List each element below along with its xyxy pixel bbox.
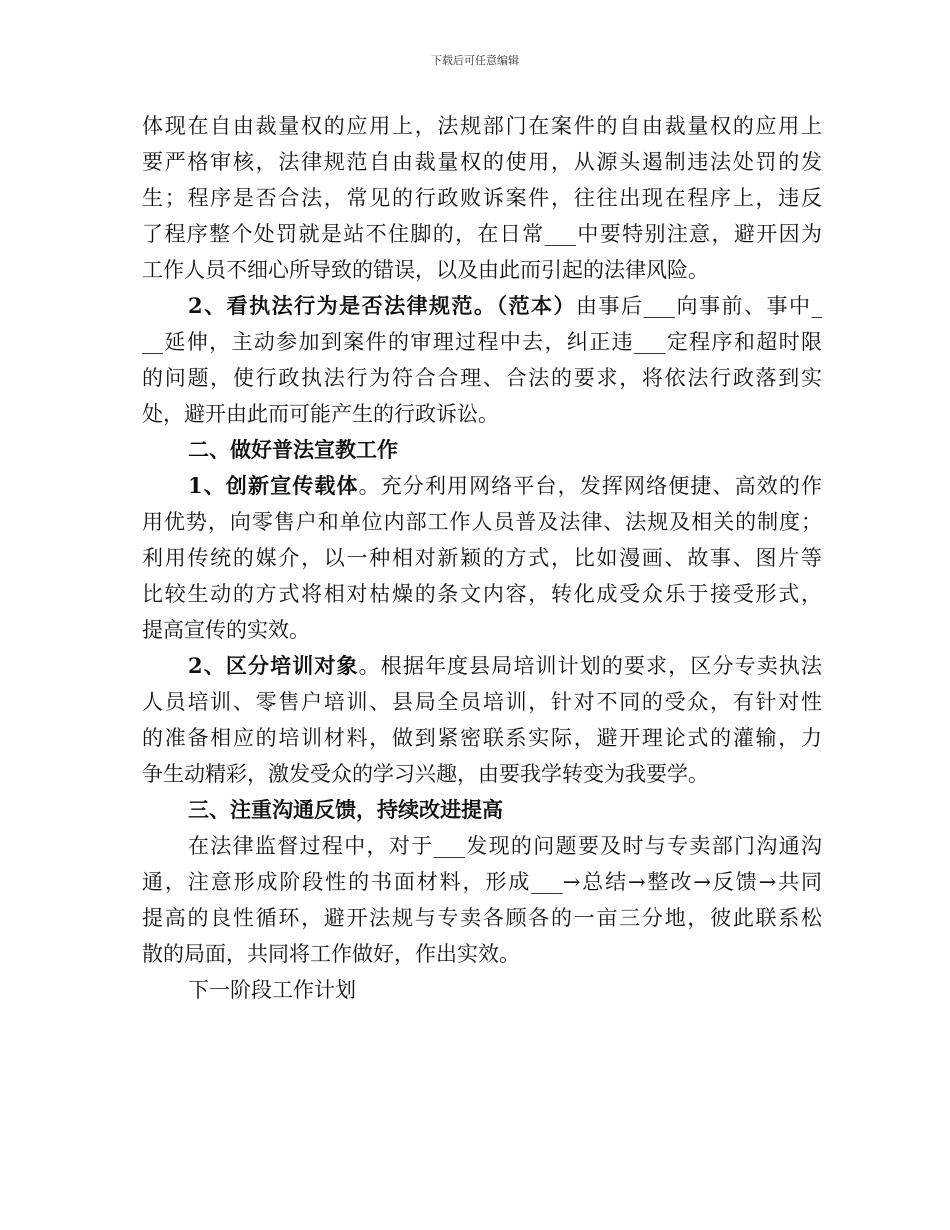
paragraph [142,972,822,1008]
paragraph [142,648,822,792]
text-line: 用优势，向零售户和单位内部工作人员普及法律、法规及相关的制度； [142,510,822,534]
text-line: 了程序整个处罚就是站不住脚的，在日常___中要特别注意，避开因为 [142,222,822,246]
paragraph [142,468,822,648]
item-heading: 1、创新宣传载体 [188,473,359,498]
text-line [142,468,822,504]
paragraph [142,828,822,972]
text-line: 在法律监督过程中，对于___发现的问题要及时与专卖部门沟通沟 [188,834,822,858]
item-heading: 2、看执法行为是否法律规范。（范本） [188,293,577,318]
paragraph [142,108,822,288]
text-line: 工作人员不细心所导致的错误，以及由此而引起的法律风险。 [142,258,709,282]
text-line: __延伸，主动参加到案件的审理过程中去，纠正违___定程序和超时限 [142,330,822,354]
text-line: 的准备相应的培训材料，做到紧密联系实际，避开理论式的灌输，力 [142,726,822,750]
item-text: 。充分利用网络平台，发挥网络便捷、高效的作 [358,474,822,498]
text-line: 利用传统的媒介，以一种相对新颖的方式，比如漫画、故事、图片等 [142,546,822,570]
page-header: 下载后可任意编辑 [431,54,519,67]
text-line: 通，注意形成阶段性的书面材料，形成___→总结→整改→反馈→共同 [142,870,822,894]
item-text: 。根据年度县局培训计划的要求，区分专卖执法 [358,654,822,678]
section-heading [142,792,822,828]
text-line: 散的局面，共同将工作做好，作出实效。 [142,942,520,966]
text-line [142,288,822,324]
section-heading-text: 二、做好普法宣教工作 [188,437,398,462]
text-line: 处，避开由此而可能产生的行政诉讼。 [142,402,499,426]
section-heading [142,432,822,468]
document-body [142,108,822,1008]
text-line: 的问题，使行政执法行为符合合理、合法的要求，将依法行政落到实 [142,366,822,390]
section-heading-text: 三、注重沟通反馈，持续改进提高 [188,797,503,822]
text-line: 争生动精彩，激发受众的学习兴趣，由要我学转变为我要学。 [142,762,709,786]
text-line: 体现在自由裁量权的应用上，法规部门在案件的自由裁量权的应用上 [142,114,822,138]
text-line: 下一阶段工作计划 [188,978,356,1002]
paragraph [142,288,822,432]
text-line: 比较生动的方式将相对枯燥的条文内容，转化成受众乐于接受形式， [142,582,822,606]
item-text: 由事后___向事前、事中_ [576,294,822,318]
text-line: 提高的良性循环，避开法规与专卖各顾各的一亩三分地，彼此联系松 [142,906,822,930]
text-line: 人员培训、零售户培训、县局全员培训，针对不同的受众，有针对性 [142,690,822,714]
text-line: 要严格审核，法律规范自由裁量权的使用，从源头遏制违法处罚的发 [142,150,822,174]
item-heading: 2、区分培训对象 [188,653,359,678]
text-line: 生；程序是否合法，常见的行政败诉案件，往往出现在程序上，违反 [142,186,822,210]
text-line: 提高宣传的实效。 [142,618,310,642]
text-line [142,648,822,684]
